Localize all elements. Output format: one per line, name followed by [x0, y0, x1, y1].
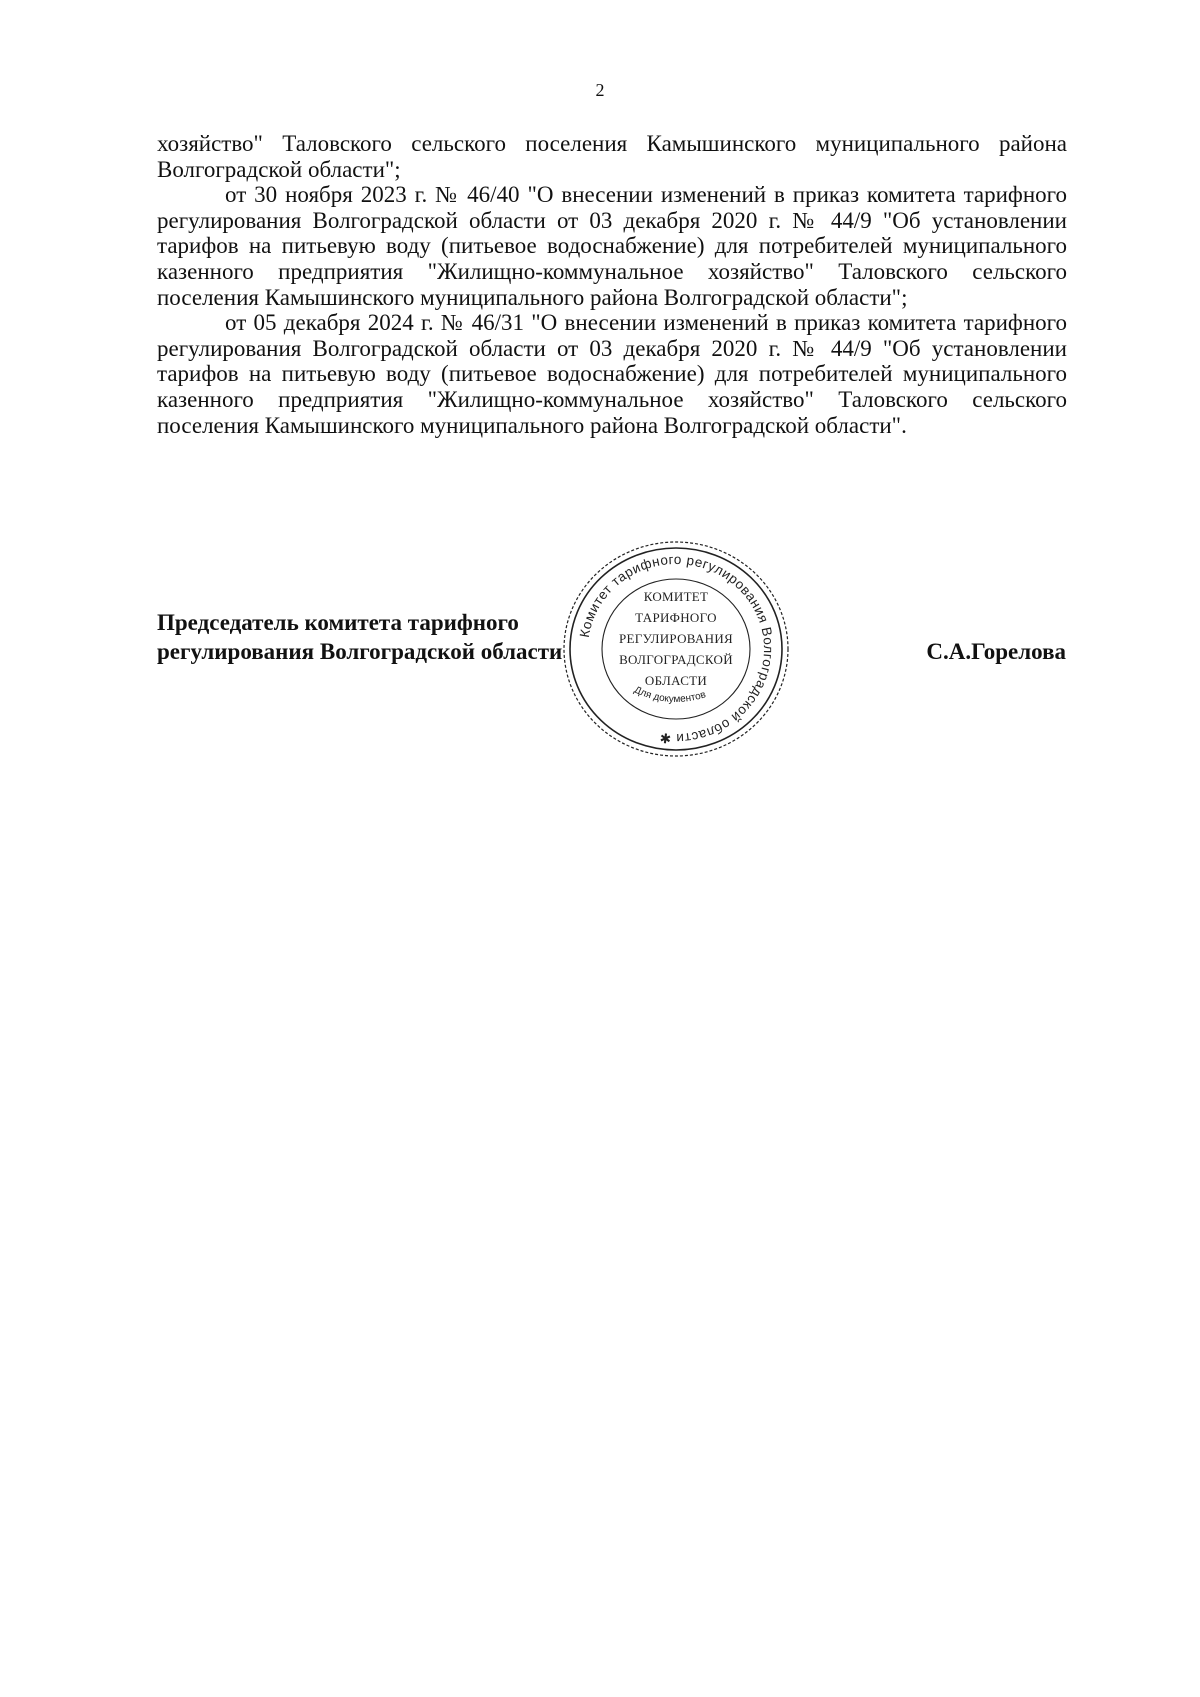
svg-text:ВОЛГОГРАДСКОЙ: ВОЛГОГРАДСКОЙ — [619, 652, 733, 667]
signatory-name: С.А.Горелова — [926, 639, 1066, 664]
svg-text:Комитет тарифного регулировани: Комитет тарифного регулирования Волгоградской области ✱ — [576, 551, 777, 747]
svg-text:КОМИТЕТ: КОМИТЕТ — [643, 589, 709, 604]
svg-text:Для документов: Для документов — [632, 684, 708, 706]
signatory-title-line-1: Председатель комитета тарифного — [157, 610, 519, 635]
paragraph-continuation: хозяйство" Таловского сельского поселения Камышинского муниципального района Волгоградской области"; — [157, 131, 1067, 182]
svg-text:ОБЛАСТИ: ОБЛАСТИ — [644, 673, 708, 688]
page-number: 2 — [595, 80, 605, 100]
paragraph-order-2023: от 30 ноября 2023 г. № 46/40 "О внесении изменений в приказ комитета тарифного регулирования Волгоградской области от 03 декабря 2020 г. № 44/9 "Об установлении тарифов на питьевую воду (питьевое водоснабжение) для потребителей муниципального казенного предприятия "Жилищно-коммунальное хозяйство" Таловского сельского поселения Камышинского муниципального района Волгоградской области"; — [157, 182, 1067, 310]
paragraph-order-2024: от 05 декабря 2024 г. № 46/31 "О внесении изменений в приказ комитета тарифного регулирования Волгоградской области от 03 декабря 2020 г. № 44/9 "Об установлении тарифов на питьевую воду (питьевое водоснабжение) для потребителей муниципального казенного предприятия "Жилищно-коммунальное хозяйство" Таловского сельского поселения Камышинского муниципального района Волгоградской области". — [157, 310, 1067, 438]
svg-text:ТАРИФНОГО: ТАРИФНОГО — [635, 610, 717, 625]
svg-text:РЕГУЛИРОВАНИЯ: РЕГУЛИРОВАНИЯ — [619, 631, 733, 646]
signatory-title-line-2: регулирования Волгоградской области — [157, 639, 563, 664]
signatory-title — [157, 608, 562, 666]
document-body — [157, 131, 1067, 438]
official-seal-stamp — [560, 538, 792, 760]
